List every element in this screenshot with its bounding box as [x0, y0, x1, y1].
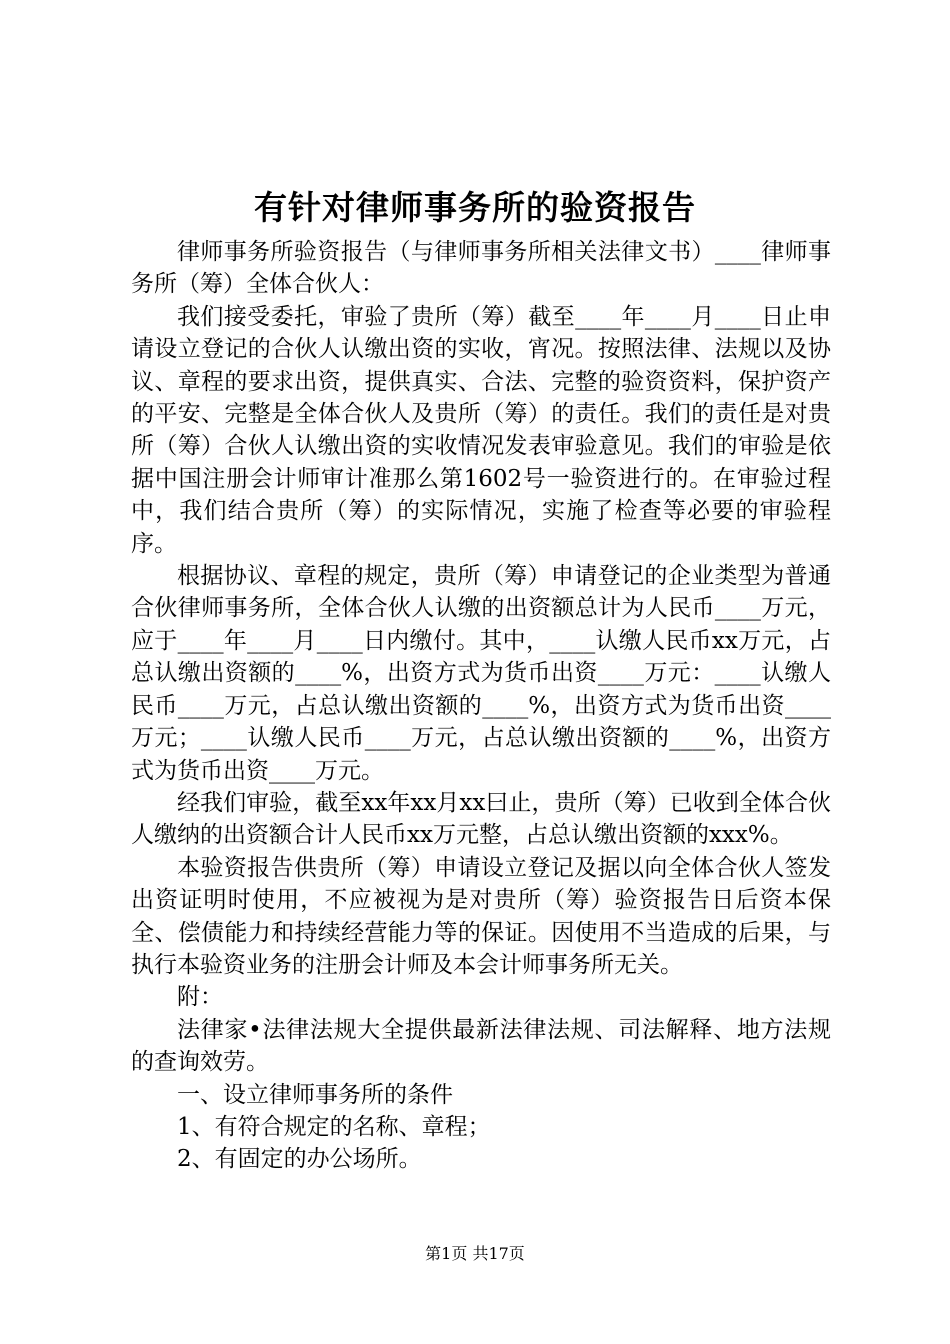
paragraph-appendix-label: 附：: [177, 984, 223, 1011]
paragraph-verification-result: 经我们审验，截至xx年xx月xx曰止，贵所（筹）已收到全体合伙人缴纳的出资额合计人民币xx万元整，占总认缴出资额的xxx%。: [131, 789, 831, 849]
paragraph-engagement: 我们接受委托，审验了贵所（筹）截至____年____月____日止申请设立登记的合伙人认缴出资的实收，宵况。按照法律、法规以及协议、章程的要求出资，提供真实、合法、完整的验资资料，保护资产的平安、完整是全体合伙人及贵所（筹）的责任。我们的责任是对贵所（筹）合伙人认缴出资的实收情况发表审验意见。我们的审验是依据中国注册会计师审计准那么第1602号一验资进行的。在审验过程中，我们结合贵所（筹）的实际情况，实施了检查等必要的审验程序。: [131, 303, 831, 557]
document-body: [131, 236, 831, 1176]
page-footer: 第1页 共17页: [425, 1244, 525, 1263]
paragraph-section-heading: 一、设立律师事务所的条件: [177, 1081, 453, 1108]
paragraph-appendix-source: 法律家•法律法规大全提供最新法律法规、司法解释、地方法规的查询效劳。: [131, 1016, 831, 1076]
document-title: 有针对律师事务所的验资报告: [254, 188, 696, 227]
paragraph-capital-terms: 根据协议、章程的规定，贵所（筹）申请登记的企业类型为普通合伙律师事务所，全体合伙人认缴的出资额总计为人民币____万元，应于____年____月____日内缴付。其中，____认缴人民币xx万元，占总认缴出资额的____%，出资方式为货币出资____万元：____认缴人民币____万元，占总认缴出资额的____%，出资方式为货币出资____万元；____认缴人民币____万元，占总认缴出资额的____%，出资方式为货币出资____万元。: [131, 563, 831, 784]
paragraph-condition-2: 2、有固定的办公场所。: [177, 1146, 422, 1173]
paragraph-intro: 律师事务所验资报告（与律师事务所相关法律文书）____律师事务所（筹）全体合伙人：: [131, 239, 831, 298]
paragraph-condition-1: 1、有符合规定的名称、章程；: [177, 1113, 491, 1140]
paragraph-usage-statement: 本验资报告供贵所（筹）申请设立登记及据以向全体合伙人签发出资证明时使用，不应被视为是对贵所（筹）验资报告日后资本保全、偿债能力和持续经营能力等的保证。因使用不当造成的后果，与执行本验资业务的注册会计师及本会计师事务所无关。: [131, 854, 831, 978]
